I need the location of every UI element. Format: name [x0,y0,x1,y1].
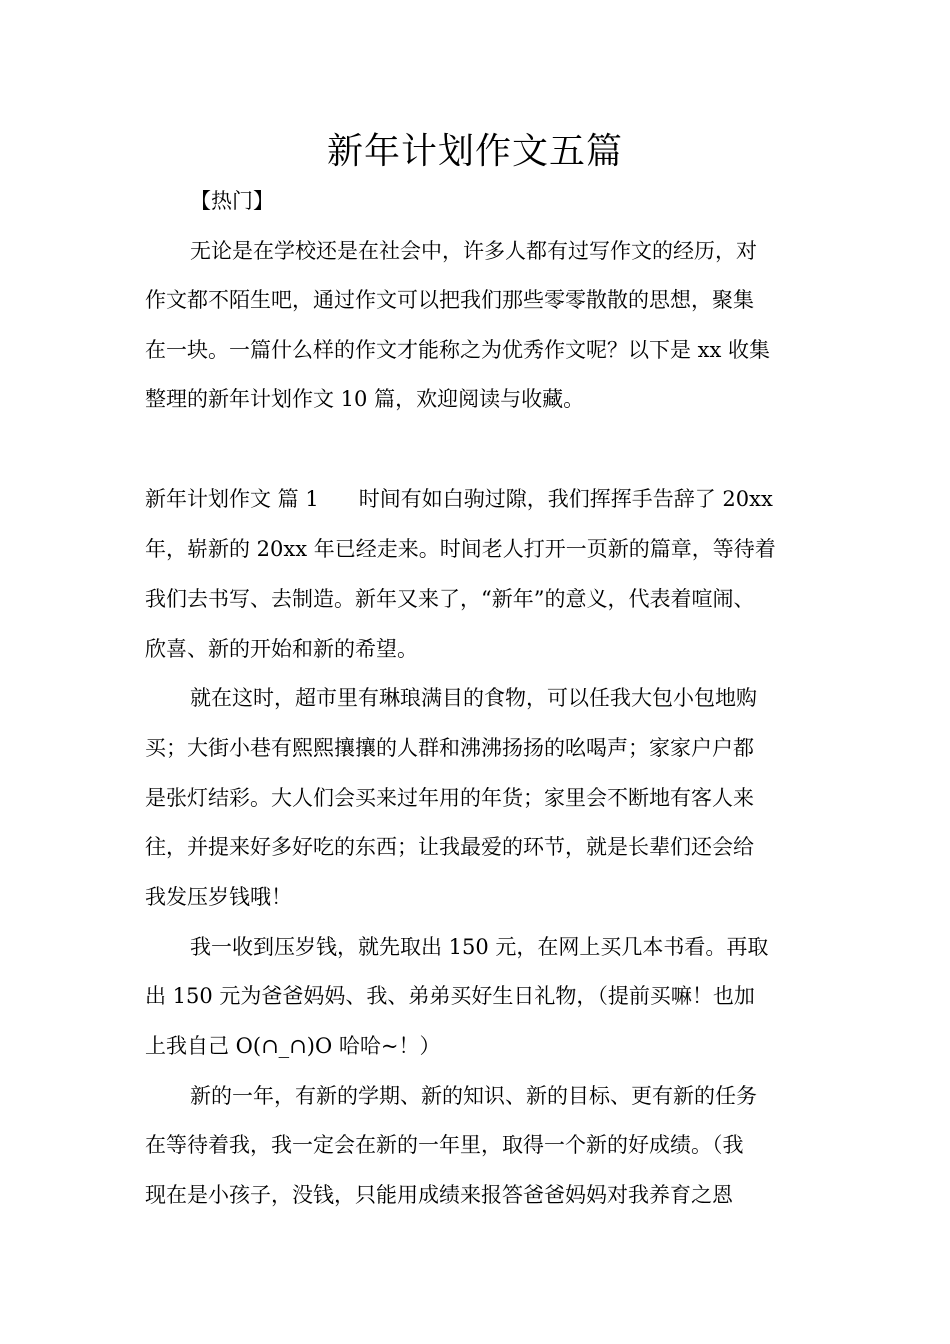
paragraph-line: 年，崭新的 20xx 年已经走来。时间老人打开一页新的篇章，等待着 [145,537,776,561]
paragraph-line: 出 150 元为爸爸妈妈、我、弟弟买好生日礼物，（提前买嘛！也加 [145,984,755,1008]
paragraph-line: 新的一年，有新的学期、新的知识、新的目标、更有新的任务 [190,1084,757,1108]
paragraph-line: 买；大街小巷有熙熙攘攘的人群和沸沸扬扬的吆喝声；家家户户都 [145,736,754,760]
document-title: 新年计划作文五篇 [326,131,623,172]
paragraph-line: 现在是小孩子，没钱，只能用成绩来报答爸爸妈妈对我养育之恩 [145,1183,733,1207]
paragraph-line: 我一收到压岁钱，就先取出 150 元，在网上买几本书看。再取 [190,935,769,959]
intro-line: 在一块。一篇什么样的作文才能称之为优秀作文呢？以下是 xx 收集 [145,338,771,362]
paragraph-line: 我们去书写、去制造。新年又来了，“新年”的意义，代表着喧闹、 [145,587,755,611]
intro-line: 整理的新年计划作文 10 篇，欢迎阅读与收藏。 [145,387,585,411]
paragraph-line: 上我自己 O(∩_∩)O 哈哈~！） [145,1034,441,1058]
section-heading: 新年计划作文 篇 1 [145,487,319,511]
tag-label: 【热门】 [190,189,274,213]
paragraph-line: 往，并提来好多好吃的东西；让我最爱的环节，就是长辈们还会给 [145,835,754,859]
paragraph-line: 在等待着我，我一定会在新的一年里，取得一个新的好成绩。（我 [145,1133,744,1157]
section-first-line [145,484,773,514]
paragraph-line: 就在这时，超市里有琳琅满目的食物，可以任我大包小包地购 [190,686,757,710]
paragraph-line: 时间有如白驹过隙，我们挥挥手告辞了 20xx [358,487,773,511]
intro-line: 无论是在学校还是在社会中，许多人都有过写作文的经历，对 [190,239,757,263]
paragraph-line: 是张灯结彩。大人们会买来过年用的年货；家里会不断地有客人来 [145,786,754,810]
paragraph-line: 欣喜、新的开始和新的希望。 [145,637,418,661]
intro-line: 作文都不陌生吧，通过作文可以把我们那些零零散散的思想，聚集 [145,288,754,312]
paragraph-line: 我发压岁钱哦！ [145,885,292,909]
